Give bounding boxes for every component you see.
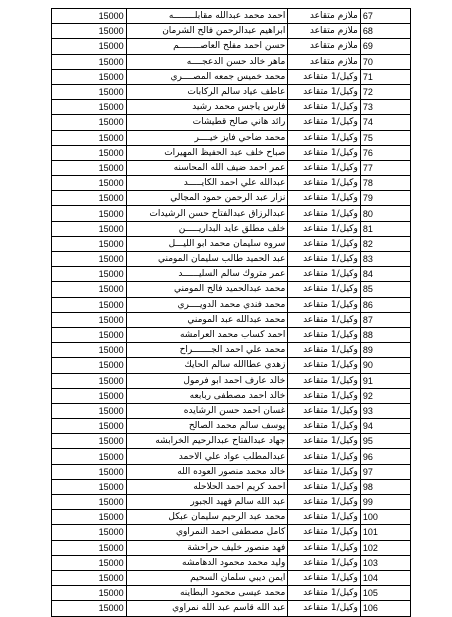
amount-cell: 15000 — [52, 54, 127, 69]
number-cell: 74 — [360, 115, 410, 130]
name-cell: كامل مصطفى احمد النمراوي — [126, 525, 288, 540]
number-cell: 95 — [360, 434, 410, 449]
name-cell: خلف مطلق عايد البداريـــــن — [126, 221, 288, 236]
amount-cell: 15000 — [52, 115, 127, 130]
name-cell: محمد عيسى محمود البطاينه — [126, 586, 288, 601]
rank-cell: وكيل/1 متقاعد — [288, 555, 360, 570]
rank-cell: وكيل/1 متقاعد — [288, 586, 360, 601]
amount-cell: 15000 — [52, 160, 127, 175]
rank-cell: وكيل/1 متقاعد — [288, 282, 360, 297]
rank-cell: وكيل/1 متقاعد — [288, 434, 360, 449]
name-cell: خالد محمد منصور العوده الله — [126, 464, 288, 479]
rank-cell: وكيل/1 متقاعد — [288, 464, 360, 479]
number-cell: 90 — [360, 358, 410, 373]
name-cell: عبد الله قاسم عبد الله نمراوي — [126, 601, 288, 616]
number-cell: 76 — [360, 145, 410, 160]
amount-cell: 15000 — [52, 24, 127, 39]
number-cell: 102 — [360, 540, 410, 555]
number-cell: 87 — [360, 312, 410, 327]
name-cell: رائد هاني صالح قطيشات — [126, 115, 288, 130]
name-cell: عبدالرزاق عبدالفتاح حسن الرشيدات — [126, 206, 288, 221]
amount-cell: 15000 — [52, 130, 127, 145]
amount-cell: 15000 — [52, 236, 127, 251]
number-cell: 75 — [360, 130, 410, 145]
rank-cell: ملازم متقاعد — [288, 54, 360, 69]
amount-cell: 15000 — [52, 464, 127, 479]
number-cell: 91 — [360, 373, 410, 388]
table-row — [52, 69, 411, 84]
table-row — [52, 510, 411, 525]
rank-cell: وكيل/1 متقاعد — [288, 206, 360, 221]
table-row — [52, 84, 411, 99]
name-cell: فارس ياجس محمد رشيد — [126, 100, 288, 115]
name-cell: عبدالمطلب عواد علي الاحمد — [126, 449, 288, 464]
rank-cell: وكيل/1 متقاعد — [288, 130, 360, 145]
table-row — [52, 39, 411, 54]
amount-cell: 15000 — [52, 282, 127, 297]
amount-cell: 15000 — [52, 191, 127, 206]
number-cell: 82 — [360, 236, 410, 251]
table-row — [52, 191, 411, 206]
table-row — [52, 160, 411, 175]
table-row — [52, 252, 411, 267]
amount-cell: 15000 — [52, 434, 127, 449]
roster-table — [51, 8, 411, 617]
name-cell: احمد محمد عبدالله مقابلــــــــه — [126, 9, 288, 24]
amount-cell: 15000 — [52, 206, 127, 221]
table-row — [52, 449, 411, 464]
table-row — [52, 24, 411, 39]
table-row — [52, 100, 411, 115]
rank-cell: وكيل/1 متقاعد — [288, 145, 360, 160]
name-cell: عاطف عياد سالم الركابات — [126, 84, 288, 99]
rank-cell: وكيل/1 متقاعد — [288, 601, 360, 616]
table-row — [52, 403, 411, 418]
number-cell: 98 — [360, 479, 410, 494]
table-row — [52, 358, 411, 373]
table-row — [52, 601, 411, 616]
rank-cell: وكيل/1 متقاعد — [288, 100, 360, 115]
number-cell: 81 — [360, 221, 410, 236]
number-cell: 101 — [360, 525, 410, 540]
amount-cell: 15000 — [52, 327, 127, 342]
rank-cell: وكيل/1 متقاعد — [288, 343, 360, 358]
name-cell: يوسف سالم محمد الصالح — [126, 419, 288, 434]
number-cell: 70 — [360, 54, 410, 69]
amount-cell: 15000 — [52, 403, 127, 418]
rank-cell: وكيل/1 متقاعد — [288, 495, 360, 510]
table-row — [52, 145, 411, 160]
table-row — [52, 327, 411, 342]
rank-cell: وكيل/1 متقاعد — [288, 221, 360, 236]
table-row — [52, 9, 411, 24]
table-row — [52, 586, 411, 601]
table-row — [52, 54, 411, 69]
name-cell: محمد عبدالحميد فالح المومني — [126, 282, 288, 297]
name-cell: محمد عبد الرحيم سليمان عبكل — [126, 510, 288, 525]
name-cell: محمد ضاحي فايز خيــــر — [126, 130, 288, 145]
amount-cell: 15000 — [52, 84, 127, 99]
rank-cell: وكيل/1 متقاعد — [288, 176, 360, 191]
table-row — [52, 297, 411, 312]
number-cell: 69 — [360, 39, 410, 54]
name-cell: نزار عبد الرحمن حمود المجالي — [126, 191, 288, 206]
number-cell: 103 — [360, 555, 410, 570]
number-cell: 106 — [360, 601, 410, 616]
table-row — [52, 343, 411, 358]
table-row — [52, 206, 411, 221]
number-cell: 78 — [360, 176, 410, 191]
rank-cell: وكيل/1 متقاعد — [288, 327, 360, 342]
amount-cell: 15000 — [52, 39, 127, 54]
rank-cell: وكيل/1 متقاعد — [288, 312, 360, 327]
name-cell: عمر احمد ضيف الله المحاسنه — [126, 160, 288, 175]
table-row — [52, 130, 411, 145]
rank-cell: وكيل/1 متقاعد — [288, 160, 360, 175]
amount-cell: 15000 — [52, 449, 127, 464]
rank-cell: وكيل/1 متقاعد — [288, 525, 360, 540]
amount-cell: 15000 — [52, 495, 127, 510]
number-cell: 100 — [360, 510, 410, 525]
table-row — [52, 312, 411, 327]
amount-cell: 15000 — [52, 267, 127, 282]
rank-cell: وكيل/1 متقاعد — [288, 358, 360, 373]
name-cell: عمر متروك سالم السليــــــد — [126, 267, 288, 282]
rank-cell: وكيل/1 متقاعد — [288, 252, 360, 267]
amount-cell: 15000 — [52, 343, 127, 358]
roster-body — [52, 9, 411, 617]
rank-cell: وكيل/1 متقاعد — [288, 570, 360, 585]
rank-cell: ملازم متقاعد — [288, 39, 360, 54]
amount-cell: 15000 — [52, 9, 127, 24]
name-cell: محمد عبدالله عبد المومني — [126, 312, 288, 327]
number-cell: 97 — [360, 464, 410, 479]
number-cell: 85 — [360, 282, 410, 297]
number-cell: 96 — [360, 449, 410, 464]
amount-cell: 15000 — [52, 586, 127, 601]
number-cell: 67 — [360, 9, 410, 24]
rank-cell: وكيل/1 متقاعد — [288, 191, 360, 206]
table-row — [52, 221, 411, 236]
number-cell: 80 — [360, 206, 410, 221]
rank-cell: وكيل/1 متقاعد — [288, 69, 360, 84]
name-cell: خالد عارف احمد ابو فرمول — [126, 373, 288, 388]
rank-cell: وكيل/1 متقاعد — [288, 510, 360, 525]
rank-cell: ملازم متقاعد — [288, 9, 360, 24]
amount-cell: 15000 — [52, 419, 127, 434]
name-cell: خالد احمد مصطفى ربابعه — [126, 388, 288, 403]
table-row — [52, 434, 411, 449]
number-cell: 94 — [360, 419, 410, 434]
rank-cell: وكيل/1 متقاعد — [288, 373, 360, 388]
amount-cell: 15000 — [52, 601, 127, 616]
amount-cell: 15000 — [52, 510, 127, 525]
amount-cell: 15000 — [52, 479, 127, 494]
amount-cell: 15000 — [52, 100, 127, 115]
table-row — [52, 570, 411, 585]
table-row — [52, 236, 411, 251]
rank-cell: وكيل/1 متقاعد — [288, 267, 360, 282]
amount-cell: 15000 — [52, 69, 127, 84]
table-row — [52, 176, 411, 191]
table-row — [52, 525, 411, 540]
rank-cell: وكيل/1 متقاعد — [288, 449, 360, 464]
table-row — [52, 388, 411, 403]
table-row — [52, 373, 411, 388]
name-cell: محمد فندي محمد الدويــــري — [126, 297, 288, 312]
name-cell: سروه سليمان محمد ابو الليـــل — [126, 236, 288, 251]
rank-cell: وكيل/1 متقاعد — [288, 297, 360, 312]
table-row — [52, 419, 411, 434]
name-cell: زهدي عطاالله سالم الحايك — [126, 358, 288, 373]
rank-cell: وكيل/1 متقاعد — [288, 479, 360, 494]
name-cell: ابراهيم عبدالرحمن فالح الشرمان — [126, 24, 288, 39]
name-cell: صباح خلف عبد الحفيظ المهيرات — [126, 145, 288, 160]
table-row — [52, 555, 411, 570]
rank-cell: وكيل/1 متقاعد — [288, 388, 360, 403]
rank-cell: وكيل/1 متقاعد — [288, 403, 360, 418]
rank-cell: وكيل/1 متقاعد — [288, 419, 360, 434]
number-cell: 84 — [360, 267, 410, 282]
amount-cell: 15000 — [52, 555, 127, 570]
name-cell: ايمن ديبي سلمان السحيم — [126, 570, 288, 585]
name-cell: عبد الله سالم فهيد الجبور — [126, 495, 288, 510]
number-cell: 99 — [360, 495, 410, 510]
name-cell: محمد علي احمد الجـــــــراح — [126, 343, 288, 358]
amount-cell: 15000 — [52, 297, 127, 312]
number-cell: 77 — [360, 160, 410, 175]
table-row — [52, 115, 411, 130]
name-cell: ماهر خالد حسن الدعجــــه — [126, 54, 288, 69]
rank-cell: ملازم متقاعد — [288, 24, 360, 39]
amount-cell: 15000 — [52, 145, 127, 160]
amount-cell: 15000 — [52, 176, 127, 191]
table-row — [52, 464, 411, 479]
table-row — [52, 267, 411, 282]
number-cell: 79 — [360, 191, 410, 206]
number-cell: 68 — [360, 24, 410, 39]
table-row — [52, 479, 411, 494]
table-row — [52, 540, 411, 555]
amount-cell: 15000 — [52, 373, 127, 388]
number-cell: 92 — [360, 388, 410, 403]
name-cell: احمد كريم احمد الحلاحله — [126, 479, 288, 494]
amount-cell: 15000 — [52, 525, 127, 540]
amount-cell: 15000 — [52, 312, 127, 327]
name-cell: جهاد عبدالفتاح عبدالرحيم الخرابشه — [126, 434, 288, 449]
number-cell: 71 — [360, 69, 410, 84]
number-cell: 105 — [360, 586, 410, 601]
number-cell: 83 — [360, 252, 410, 267]
rank-cell: وكيل/1 متقاعد — [288, 540, 360, 555]
table-row — [52, 282, 411, 297]
number-cell: 72 — [360, 84, 410, 99]
name-cell: فهد منصور خليف حراحشة — [126, 540, 288, 555]
amount-cell: 15000 — [52, 388, 127, 403]
name-cell: غسان احمد حسن الرشايده — [126, 403, 288, 418]
name-cell: احمد كساب محمد العرامشه — [126, 327, 288, 342]
rank-cell: وكيل/1 متقاعد — [288, 236, 360, 251]
table-row — [52, 495, 411, 510]
amount-cell: 15000 — [52, 221, 127, 236]
rank-cell: وكيل/1 متقاعد — [288, 115, 360, 130]
number-cell: 93 — [360, 403, 410, 418]
rank-cell: وكيل/1 متقاعد — [288, 84, 360, 99]
number-cell: 88 — [360, 327, 410, 342]
name-cell: عبد الحميد طالب سليمان المومني — [126, 252, 288, 267]
number-cell: 73 — [360, 100, 410, 115]
name-cell: حسن احمد مفلح العاصــــــــم — [126, 39, 288, 54]
amount-cell: 15000 — [52, 570, 127, 585]
number-cell: 86 — [360, 297, 410, 312]
name-cell: محمد خميس جمعه المصــــري — [126, 69, 288, 84]
amount-cell: 15000 — [52, 540, 127, 555]
number-cell: 89 — [360, 343, 410, 358]
name-cell: وليد محمد محمود الدهامشه — [126, 555, 288, 570]
amount-cell: 15000 — [52, 358, 127, 373]
amount-cell: 15000 — [52, 252, 127, 267]
number-cell: 104 — [360, 570, 410, 585]
name-cell: عبدالله علي احمد الكايـــــد — [126, 176, 288, 191]
